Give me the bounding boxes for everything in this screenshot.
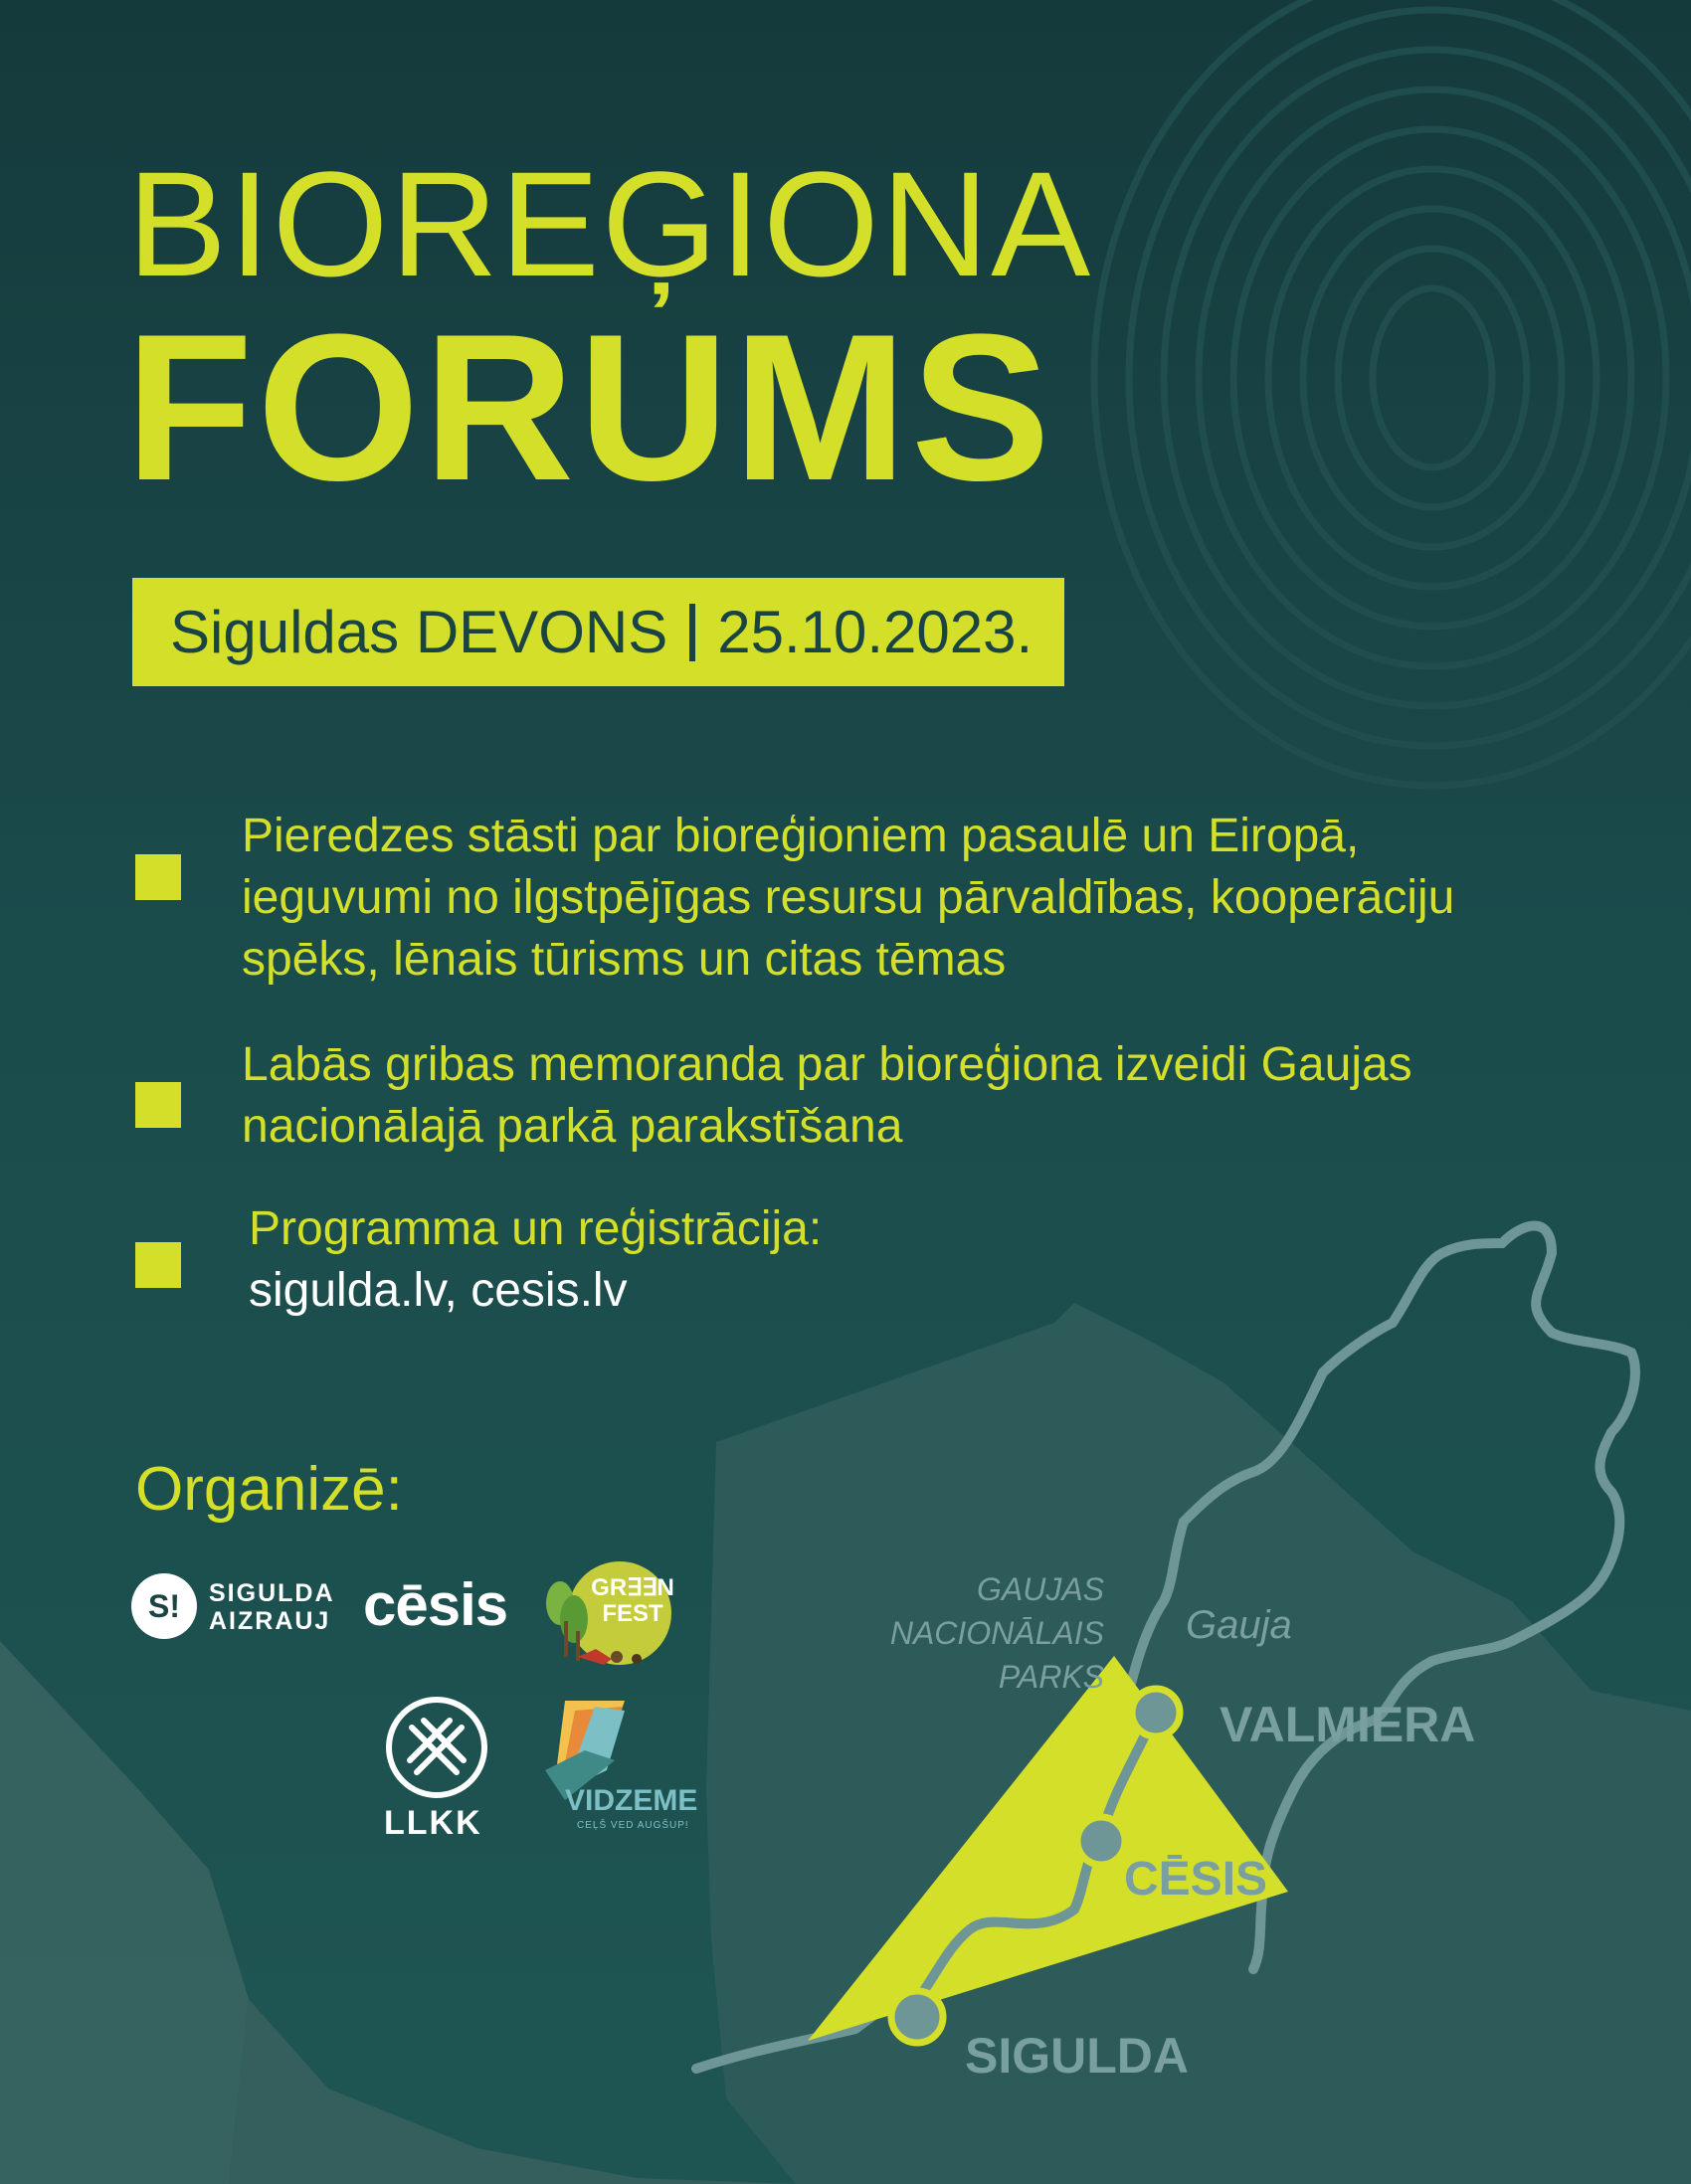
- city-label-sigulda: SIGULDA: [965, 2028, 1189, 2084]
- sigulda-logo: [131, 1573, 340, 1641]
- park-label-line-2: NACIONĀLAIS: [889, 1615, 1104, 1651]
- greenfest-line-2: FEST: [602, 1600, 663, 1627]
- event-date: 25.10.2023.: [717, 599, 1033, 665]
- city-label-valmiera: VALMIERA: [1220, 1697, 1476, 1752]
- registration-links[interactable]: sigulda.lv, cesis.lv: [249, 1264, 628, 1317]
- registration-label: Programma un reģistrācija:: [249, 1202, 823, 1255]
- vidzeme-tagline: CEĻŠ VED AUGŠUP!: [577, 1820, 689, 1831]
- organizers-label: Organizē:: [135, 1455, 403, 1524]
- park-label: [865, 1567, 1104, 1699]
- sigulda-logo-line-1: SIGULDA: [209, 1579, 335, 1607]
- title-line-1: BIOREĢIONA: [127, 140, 1093, 307]
- river-label: Gauja: [1186, 1603, 1292, 1647]
- bullet-square-2: [135, 1082, 181, 1128]
- park-label-line-3: PARKS: [998, 1659, 1104, 1695]
- bullet-1-line-3: spēks, lēnais tūrisms un citas tēmas: [242, 933, 1007, 986]
- vidzeme-logo: [525, 1701, 704, 1840]
- sigulda-marker: [891, 1991, 943, 2043]
- bullet-2-line-2: nacionālajā parkā parakstīšana: [242, 1100, 903, 1153]
- greenfest-logo: [542, 1561, 679, 1669]
- cesis-marker: [1077, 1817, 1125, 1865]
- bullet-2-line-1: Labās gribas memoranda par bioreģiona izveidi Gaujas: [242, 1038, 1412, 1091]
- llkc-logo: [380, 1693, 489, 1842]
- llkc-emblem-icon: [382, 1693, 491, 1802]
- map-region: [706, 1303, 1691, 2184]
- venue-separator: [689, 604, 695, 661]
- city-label-cesis: CĒSIS: [1124, 1853, 1268, 1906]
- sigulda-logo-mark: S!: [131, 1573, 197, 1639]
- vidzeme-name: VIDZEME: [565, 1784, 698, 1817]
- bullet-text-2: [242, 1034, 1412, 1158]
- title-line-2: FORUMS: [125, 290, 1054, 524]
- park-label-line-1: GAUJAS: [976, 1571, 1104, 1607]
- sigulda-logo-line-2: AIZRAUJ: [209, 1607, 331, 1635]
- greenfest-line-1: GR∃∃N: [591, 1574, 674, 1601]
- registration-info: [249, 1198, 822, 1322]
- bullet-square-3: [135, 1242, 181, 1288]
- bullet-square-1: [135, 854, 181, 900]
- valmiera-marker: [1132, 1689, 1180, 1736]
- cesis-logo: cēsis: [363, 1571, 508, 1638]
- bullet-1-line-2: ieguvumi no ilgstpējīgas resursu pārvaldības, kooperāciju: [242, 871, 1455, 924]
- venue-name: Siguldas DEVONS: [170, 599, 668, 665]
- venue-date-banner: [132, 578, 1064, 686]
- bullet-text-1: [242, 806, 1454, 991]
- fingerprint-graphic: [1094, 0, 1691, 786]
- map-land-left: [0, 1641, 249, 2184]
- bullet-1-line-1: Pieredzes stāsti par bioreģioniem pasaulē un Eiropā,: [242, 810, 1360, 862]
- llkc-text: LLKK: [384, 1804, 482, 1842]
